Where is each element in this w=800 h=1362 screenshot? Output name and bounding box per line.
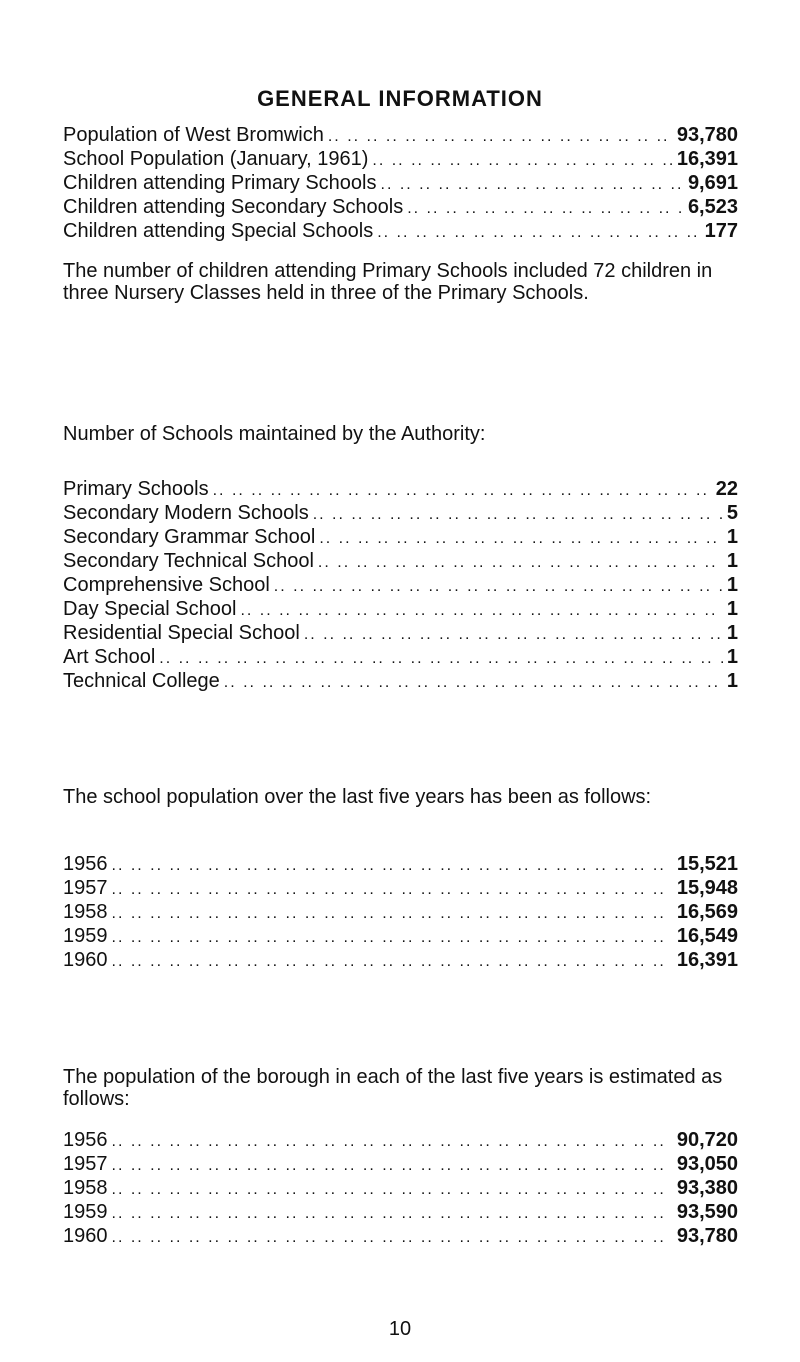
leader-dots <box>318 551 723 575</box>
leader-dots <box>159 647 723 671</box>
leader-dots <box>381 173 684 197</box>
population-value: 16,549 <box>676 925 738 947</box>
year-row <box>63 1200 738 1224</box>
leader-dots <box>319 527 723 551</box>
population-value: 15,948 <box>676 877 738 899</box>
leader-dots <box>313 503 723 527</box>
leader-dots <box>328 125 673 149</box>
stat-value: 16,391 <box>676 148 738 170</box>
page-title: GENERAL INFORMATION <box>257 86 543 111</box>
school-row <box>63 597 738 621</box>
stat-label: Children attending Secondary Schools <box>63 196 404 218</box>
stat-row <box>63 147 738 171</box>
leader-dots <box>240 599 722 623</box>
population-value: 93,050 <box>676 1153 738 1175</box>
school-count: 1 <box>726 598 738 620</box>
year-label: 1957 <box>63 1153 108 1175</box>
general-stats <box>63 123 738 243</box>
leader-dots <box>224 671 723 695</box>
school-label: Primary Schools <box>63 478 209 500</box>
leader-dots <box>112 1154 673 1178</box>
population-value: 16,391 <box>676 949 738 971</box>
leader-dots <box>377 221 700 245</box>
year-label: 1960 <box>63 1225 108 1247</box>
stat-label: Population of West Bromwich <box>63 124 324 146</box>
schools-list <box>63 477 738 693</box>
year-row <box>63 1152 738 1176</box>
stat-label: Children attending Special Schools <box>63 220 374 242</box>
school-label: Secondary Modern Schools <box>63 502 309 524</box>
year-row <box>63 924 738 948</box>
school-row <box>63 621 738 645</box>
year-row <box>63 1128 738 1152</box>
stat-value: 177 <box>704 220 738 242</box>
school-label: Secondary Technical School <box>63 550 314 572</box>
nursery-note: The number of children attending Primary Schools included 72 children in three Nursery Classes held in three of the Primary Schools. <box>63 260 713 304</box>
leader-dots <box>304 623 723 647</box>
school-count: 1 <box>726 622 738 644</box>
school-label: Secondary Grammar School <box>63 526 316 548</box>
borough-pop-list <box>63 1128 738 1248</box>
leader-dots <box>112 926 673 950</box>
leader-dots <box>112 854 673 878</box>
school-row <box>63 501 738 525</box>
stat-row <box>63 171 738 195</box>
year-label: 1956 <box>63 853 108 875</box>
school-count: 5 <box>726 502 738 524</box>
school-label: Day Special School <box>63 598 237 620</box>
year-label: 1957 <box>63 877 108 899</box>
stat-row <box>63 123 738 147</box>
school-count: 1 <box>726 670 738 692</box>
school-row <box>63 477 738 501</box>
population-value: 93,780 <box>676 1225 738 1247</box>
borough-pop-heading: The population of the borough in each of the last five years is estimated as follows: <box>63 1066 723 1110</box>
year-row <box>63 900 738 924</box>
year-row <box>63 1176 738 1200</box>
school-row <box>63 645 738 669</box>
year-row <box>63 852 738 876</box>
leader-dots <box>112 878 673 902</box>
school-row <box>63 549 738 573</box>
school-count: 1 <box>726 574 738 596</box>
year-label: 1956 <box>63 1129 108 1151</box>
population-value: 90,720 <box>676 1129 738 1151</box>
population-value: 16,569 <box>676 901 738 923</box>
school-row <box>63 525 738 549</box>
stat-row <box>63 219 738 243</box>
school-pop-list <box>63 852 738 972</box>
leader-dots <box>274 575 723 599</box>
stat-value: 93,780 <box>676 124 738 146</box>
leader-dots <box>407 197 684 221</box>
leader-dots <box>112 1178 673 1202</box>
school-label: Technical College <box>63 670 220 692</box>
year-row <box>63 1224 738 1248</box>
leader-dots <box>112 1226 673 1250</box>
leader-dots <box>112 1202 673 1226</box>
year-row <box>63 876 738 900</box>
school-count: 22 <box>715 478 738 500</box>
population-value: 93,590 <box>676 1201 738 1223</box>
year-label: 1959 <box>63 925 108 947</box>
stat-value: 6,523 <box>687 196 738 218</box>
year-label: 1958 <box>63 1177 108 1199</box>
stat-row <box>63 195 738 219</box>
year-label: 1960 <box>63 949 108 971</box>
school-row <box>63 573 738 597</box>
school-label: Art School <box>63 646 156 668</box>
schools-heading: Number of Schools maintained by the Authority: <box>63 423 486 445</box>
school-label: Comprehensive School <box>63 574 270 596</box>
population-value: 15,521 <box>676 853 738 875</box>
school-count: 1 <box>726 526 738 548</box>
population-value: 93,380 <box>676 1177 738 1199</box>
school-pop-heading: The school population over the last five years has been as follows: <box>63 786 652 808</box>
year-label: 1958 <box>63 901 108 923</box>
leader-dots <box>112 950 673 974</box>
stat-value: 9,691 <box>687 172 738 194</box>
stat-label: Children attending Primary Schools <box>63 172 377 194</box>
school-row <box>63 669 738 693</box>
school-count: 1 <box>726 646 738 668</box>
year-row <box>63 948 738 972</box>
stat-label: School Population (January, 1961) <box>63 148 369 170</box>
page-number: 10 <box>388 1318 412 1340</box>
leader-dots <box>372 149 672 173</box>
leader-dots <box>213 479 712 503</box>
leader-dots <box>112 902 673 926</box>
year-label: 1959 <box>63 1201 108 1223</box>
leader-dots <box>112 1130 673 1154</box>
school-label: Residential Special School <box>63 622 300 644</box>
school-count: 1 <box>726 550 738 572</box>
